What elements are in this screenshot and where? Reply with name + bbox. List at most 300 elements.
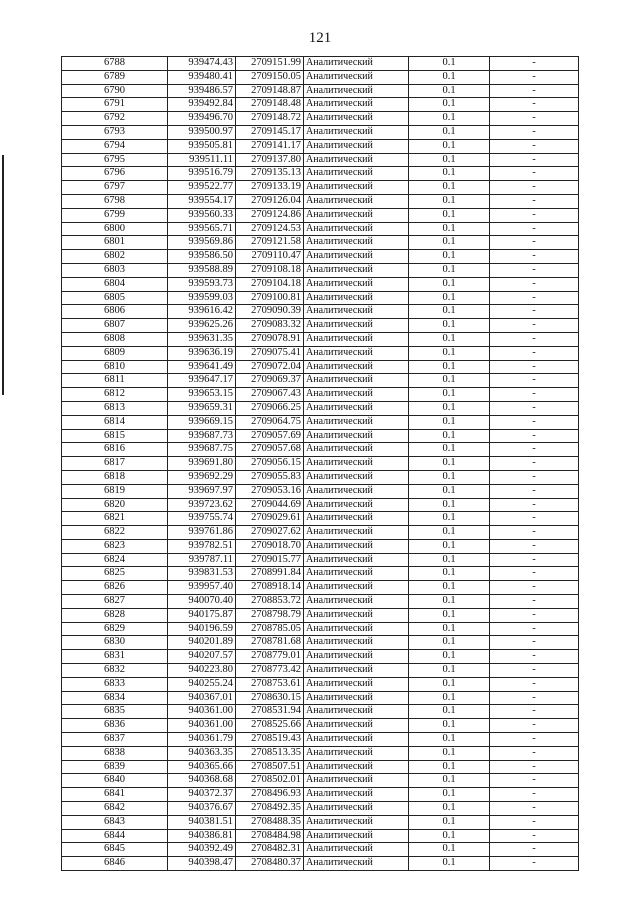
coordinate-y: 2709100.81 [236, 291, 304, 305]
coordinate-x: 939691.80 [168, 457, 236, 471]
method-type: Аналитический [304, 194, 409, 208]
accuracy-value: 0.1 [409, 664, 490, 678]
accuracy-value: 0.1 [409, 374, 490, 388]
method-type: Аналитический [304, 553, 409, 567]
method-type: Аналитический [304, 457, 409, 471]
coordinate-y: 2709145.17 [236, 125, 304, 139]
point-number: 6824 [62, 553, 168, 567]
coordinate-x: 939659.31 [168, 401, 236, 415]
note-dash: - [490, 650, 579, 664]
accuracy-value: 0.1 [409, 388, 490, 402]
coordinate-x: 940365.66 [168, 760, 236, 774]
point-number: 6800 [62, 222, 168, 236]
coordinate-y: 2709055.83 [236, 470, 304, 484]
method-type: Аналитический [304, 829, 409, 843]
method-type: Аналитический [304, 346, 409, 360]
coordinate-y: 2709126.04 [236, 194, 304, 208]
note-dash: - [490, 319, 579, 333]
coordinate-y: 2709133.19 [236, 181, 304, 195]
coordinate-x: 939500.97 [168, 125, 236, 139]
note-dash: - [490, 539, 579, 553]
coordinate-x: 940367.01 [168, 691, 236, 705]
method-type: Аналитический [304, 374, 409, 388]
coordinate-x: 939496.70 [168, 112, 236, 126]
accuracy-value: 0.1 [409, 346, 490, 360]
table-row [62, 277, 579, 291]
table-row [62, 705, 579, 719]
accuracy-value: 0.1 [409, 194, 490, 208]
point-number: 6814 [62, 415, 168, 429]
coordinate-y: 2709083.32 [236, 319, 304, 333]
point-number: 6819 [62, 484, 168, 498]
accuracy-value: 0.1 [409, 691, 490, 705]
table-row [62, 788, 579, 802]
coordinate-y: 2709141.17 [236, 139, 304, 153]
point-number: 6796 [62, 167, 168, 181]
accuracy-value: 0.1 [409, 553, 490, 567]
coordinate-x: 940201.89 [168, 636, 236, 650]
table-row [62, 84, 579, 98]
coordinate-x: 939723.62 [168, 498, 236, 512]
method-type: Аналитический [304, 539, 409, 553]
coordinate-y: 2709064.75 [236, 415, 304, 429]
note-dash: - [490, 57, 579, 71]
accuracy-value: 0.1 [409, 112, 490, 126]
note-dash: - [490, 553, 579, 567]
coordinate-x: 939697.97 [168, 484, 236, 498]
table-row [62, 470, 579, 484]
coordinate-y: 2709137.80 [236, 153, 304, 167]
coordinate-x: 939957.40 [168, 581, 236, 595]
table-row [62, 429, 579, 443]
coordinate-y: 2709124.86 [236, 208, 304, 222]
coordinate-y: 2708492.35 [236, 802, 304, 816]
accuracy-value: 0.1 [409, 84, 490, 98]
table-row [62, 208, 579, 222]
coordinate-x: 939588.89 [168, 263, 236, 277]
note-dash: - [490, 305, 579, 319]
note-dash: - [490, 829, 579, 843]
coordinate-y: 2708773.42 [236, 664, 304, 678]
note-dash: - [490, 636, 579, 650]
coordinate-y: 2709075.41 [236, 346, 304, 360]
coordinate-x: 940363.35 [168, 746, 236, 760]
note-dash: - [490, 332, 579, 346]
point-number: 6789 [62, 70, 168, 84]
point-number: 6798 [62, 194, 168, 208]
coordinate-y: 2708785.05 [236, 622, 304, 636]
method-type: Аналитический [304, 236, 409, 250]
method-type: Аналитический [304, 250, 409, 264]
note-dash: - [490, 746, 579, 760]
coordinate-y: 2708480.37 [236, 857, 304, 871]
table-row [62, 857, 579, 871]
coordinate-x: 939565.71 [168, 222, 236, 236]
coordinate-x: 939474.43 [168, 57, 236, 71]
coordinate-x: 939505.81 [168, 139, 236, 153]
note-dash: - [490, 70, 579, 84]
note-dash: - [490, 677, 579, 691]
table-row [62, 98, 579, 112]
coordinate-x: 939631.35 [168, 332, 236, 346]
coordinate-y: 2708488.35 [236, 815, 304, 829]
accuracy-value: 0.1 [409, 319, 490, 333]
method-type: Аналитический [304, 208, 409, 222]
table-row [62, 194, 579, 208]
coordinate-x: 940361.00 [168, 705, 236, 719]
coordinate-x: 939492.84 [168, 98, 236, 112]
note-dash: - [490, 388, 579, 402]
coordinate-x: 940372.37 [168, 788, 236, 802]
method-type: Аналитический [304, 277, 409, 291]
point-number: 6831 [62, 650, 168, 664]
note-dash: - [490, 498, 579, 512]
note-dash: - [490, 622, 579, 636]
table-row [62, 443, 579, 457]
coordinate-y: 2709018.70 [236, 539, 304, 553]
coordinate-y: 2709148.87 [236, 84, 304, 98]
coordinate-x: 939511.11 [168, 153, 236, 167]
coordinate-y: 2709148.72 [236, 112, 304, 126]
accuracy-value: 0.1 [409, 843, 490, 857]
coordinate-y: 2709072.04 [236, 360, 304, 374]
method-type: Аналитический [304, 843, 409, 857]
accuracy-value: 0.1 [409, 650, 490, 664]
coordinate-y: 2709029.61 [236, 512, 304, 526]
point-number: 6805 [62, 291, 168, 305]
note-dash: - [490, 457, 579, 471]
note-dash: - [490, 760, 579, 774]
point-number: 6797 [62, 181, 168, 195]
point-number: 6836 [62, 719, 168, 733]
note-dash: - [490, 139, 579, 153]
point-number: 6830 [62, 636, 168, 650]
coordinate-y: 2708798.79 [236, 608, 304, 622]
coordinate-y: 2708531.94 [236, 705, 304, 719]
note-dash: - [490, 705, 579, 719]
table-row [62, 153, 579, 167]
table-row [62, 236, 579, 250]
point-number: 6835 [62, 705, 168, 719]
note-dash: - [490, 360, 579, 374]
table-row [62, 815, 579, 829]
point-number: 6820 [62, 498, 168, 512]
point-number: 6793 [62, 125, 168, 139]
coordinate-x: 939669.15 [168, 415, 236, 429]
note-dash: - [490, 443, 579, 457]
accuracy-value: 0.1 [409, 167, 490, 181]
method-type: Аналитический [304, 291, 409, 305]
note-dash: - [490, 857, 579, 871]
coordinate-y: 2708525.66 [236, 719, 304, 733]
point-number: 6840 [62, 774, 168, 788]
accuracy-value: 0.1 [409, 857, 490, 871]
coordinate-y: 2709151.99 [236, 57, 304, 71]
coordinate-x: 939636.19 [168, 346, 236, 360]
method-type: Аналитический [304, 608, 409, 622]
table-row [62, 512, 579, 526]
accuracy-value: 0.1 [409, 512, 490, 526]
point-number: 6809 [62, 346, 168, 360]
method-type: Аналитический [304, 263, 409, 277]
coordinate-y: 2708482.31 [236, 843, 304, 857]
coordinate-x: 940361.79 [168, 733, 236, 747]
method-type: Аналитический [304, 84, 409, 98]
coordinate-x: 939787.11 [168, 553, 236, 567]
accuracy-value: 0.1 [409, 360, 490, 374]
accuracy-value: 0.1 [409, 774, 490, 788]
coordinate-x: 939560.33 [168, 208, 236, 222]
accuracy-value: 0.1 [409, 443, 490, 457]
note-dash: - [490, 98, 579, 112]
method-type: Аналитический [304, 401, 409, 415]
table-row [62, 319, 579, 333]
note-dash: - [490, 608, 579, 622]
table-row [62, 305, 579, 319]
coordinate-y: 2709135.13 [236, 167, 304, 181]
method-type: Аналитический [304, 636, 409, 650]
accuracy-value: 0.1 [409, 125, 490, 139]
note-dash: - [490, 802, 579, 816]
coordinate-x: 939480.41 [168, 70, 236, 84]
coordinate-y: 2708630.15 [236, 691, 304, 705]
method-type: Аналитический [304, 705, 409, 719]
point-number: 6812 [62, 388, 168, 402]
accuracy-value: 0.1 [409, 305, 490, 319]
page-number: 121 [308, 30, 332, 46]
note-dash: - [490, 125, 579, 139]
table-row [62, 608, 579, 622]
accuracy-value: 0.1 [409, 705, 490, 719]
coordinate-x: 940196.59 [168, 622, 236, 636]
method-type: Аналитический [304, 857, 409, 871]
point-number: 6813 [62, 401, 168, 415]
method-type: Аналитический [304, 139, 409, 153]
accuracy-value: 0.1 [409, 457, 490, 471]
method-type: Аналитический [304, 719, 409, 733]
table-row [62, 250, 579, 264]
accuracy-value: 0.1 [409, 263, 490, 277]
note-dash: - [490, 788, 579, 802]
accuracy-value: 0.1 [409, 802, 490, 816]
accuracy-value: 0.1 [409, 788, 490, 802]
note-dash: - [490, 664, 579, 678]
table-row [62, 622, 579, 636]
method-type: Аналитический [304, 484, 409, 498]
coordinate-y: 2708991.84 [236, 567, 304, 581]
point-number: 6846 [62, 857, 168, 871]
coordinate-y: 2708753.61 [236, 677, 304, 691]
coordinate-x: 939625.26 [168, 319, 236, 333]
method-type: Аналитический [304, 167, 409, 181]
method-type: Аналитический [304, 470, 409, 484]
table-row [62, 139, 579, 153]
coordinate-y: 2709053.16 [236, 484, 304, 498]
coordinate-x: 940223.80 [168, 664, 236, 678]
table-row [62, 457, 579, 471]
method-type: Аналитический [304, 388, 409, 402]
point-number: 6815 [62, 429, 168, 443]
note-dash: - [490, 222, 579, 236]
point-number: 6804 [62, 277, 168, 291]
coordinate-x: 939831.53 [168, 567, 236, 581]
point-number: 6795 [62, 153, 168, 167]
table-row [62, 291, 579, 305]
method-type: Аналитический [304, 360, 409, 374]
note-dash: - [490, 843, 579, 857]
point-number: 6817 [62, 457, 168, 471]
note-dash: - [490, 291, 579, 305]
coordinate-x: 939486.57 [168, 84, 236, 98]
method-type: Аналитический [304, 415, 409, 429]
point-number: 6827 [62, 595, 168, 609]
coordinate-y: 2708507.51 [236, 760, 304, 774]
method-type: Аналитический [304, 760, 409, 774]
coordinate-y: 2709124.53 [236, 222, 304, 236]
table-row [62, 539, 579, 553]
coordinate-x: 939755.74 [168, 512, 236, 526]
coordinate-x: 939599.03 [168, 291, 236, 305]
point-number: 6841 [62, 788, 168, 802]
coordinate-x: 939586.50 [168, 250, 236, 264]
table-row [62, 167, 579, 181]
table-row [62, 581, 579, 595]
coordinate-y: 2708779.01 [236, 650, 304, 664]
accuracy-value: 0.1 [409, 526, 490, 540]
accuracy-value: 0.1 [409, 250, 490, 264]
method-type: Аналитический [304, 815, 409, 829]
coordinate-y: 2708502.01 [236, 774, 304, 788]
coordinate-y: 2709150.05 [236, 70, 304, 84]
point-number: 6811 [62, 374, 168, 388]
coordinate-y: 2708918.14 [236, 581, 304, 595]
point-number: 6792 [62, 112, 168, 126]
table-row [62, 691, 579, 705]
table-row [62, 843, 579, 857]
note-dash: - [490, 194, 579, 208]
table-row [62, 719, 579, 733]
note-dash: - [490, 401, 579, 415]
point-number: 6829 [62, 622, 168, 636]
point-number: 6832 [62, 664, 168, 678]
method-type: Аналитический [304, 650, 409, 664]
coordinate-y: 2708781.68 [236, 636, 304, 650]
note-dash: - [490, 567, 579, 581]
method-type: Аналитический [304, 677, 409, 691]
coordinate-x: 939641.49 [168, 360, 236, 374]
accuracy-value: 0.1 [409, 622, 490, 636]
coordinate-y: 2709015.77 [236, 553, 304, 567]
accuracy-value: 0.1 [409, 181, 490, 195]
table-row [62, 57, 579, 71]
coordinate-x: 939692.29 [168, 470, 236, 484]
point-number: 6823 [62, 539, 168, 553]
accuracy-value: 0.1 [409, 498, 490, 512]
method-type: Аналитический [304, 581, 409, 595]
coordinate-x: 940376.67 [168, 802, 236, 816]
table-row [62, 415, 579, 429]
coordinate-x: 940361.00 [168, 719, 236, 733]
accuracy-value: 0.1 [409, 595, 490, 609]
method-type: Аналитический [304, 112, 409, 126]
coordinate-y: 2708496.93 [236, 788, 304, 802]
method-type: Аналитический [304, 802, 409, 816]
table-row [62, 360, 579, 374]
method-type: Аналитический [304, 788, 409, 802]
note-dash: - [490, 181, 579, 195]
accuracy-value: 0.1 [409, 733, 490, 747]
coordinate-x: 939647.17 [168, 374, 236, 388]
coordinate-y: 2709148.48 [236, 98, 304, 112]
coordinate-y: 2709090.39 [236, 305, 304, 319]
note-dash: - [490, 512, 579, 526]
note-dash: - [490, 236, 579, 250]
accuracy-value: 0.1 [409, 222, 490, 236]
method-type: Аналитический [304, 567, 409, 581]
accuracy-value: 0.1 [409, 98, 490, 112]
method-type: Аналитический [304, 181, 409, 195]
coordinate-x: 940386.81 [168, 829, 236, 843]
method-type: Аналитический [304, 98, 409, 112]
point-number: 6810 [62, 360, 168, 374]
table-row [62, 112, 579, 126]
coordinate-x: 939782.51 [168, 539, 236, 553]
accuracy-value: 0.1 [409, 57, 490, 71]
table-row [62, 263, 579, 277]
method-type: Аналитический [304, 443, 409, 457]
table-row [62, 498, 579, 512]
coordinate-y: 2709078.91 [236, 332, 304, 346]
point-number: 6826 [62, 581, 168, 595]
method-type: Аналитический [304, 498, 409, 512]
method-type: Аналитический [304, 153, 409, 167]
table-row [62, 595, 579, 609]
point-number: 6834 [62, 691, 168, 705]
method-type: Аналитический [304, 332, 409, 346]
coordinate-y: 2709066.25 [236, 401, 304, 415]
table-row [62, 829, 579, 843]
point-number: 6845 [62, 843, 168, 857]
method-type: Аналитический [304, 512, 409, 526]
coordinate-x: 939653.15 [168, 388, 236, 402]
coordinate-x: 939522.77 [168, 181, 236, 195]
accuracy-value: 0.1 [409, 636, 490, 650]
note-dash: - [490, 153, 579, 167]
coordinate-y: 2709108.18 [236, 263, 304, 277]
accuracy-value: 0.1 [409, 829, 490, 843]
accuracy-value: 0.1 [409, 608, 490, 622]
accuracy-value: 0.1 [409, 70, 490, 84]
coordinate-x: 939687.75 [168, 443, 236, 457]
point-number: 6790 [62, 84, 168, 98]
point-number: 6822 [62, 526, 168, 540]
scan-margin-mark [2, 155, 4, 395]
table-row [62, 553, 579, 567]
coordinate-y: 2709056.15 [236, 457, 304, 471]
accuracy-value: 0.1 [409, 291, 490, 305]
accuracy-value: 0.1 [409, 401, 490, 415]
coordinate-y: 2709069.37 [236, 374, 304, 388]
table-row [62, 664, 579, 678]
note-dash: - [490, 774, 579, 788]
accuracy-value: 0.1 [409, 567, 490, 581]
point-number: 6825 [62, 567, 168, 581]
point-number: 6816 [62, 443, 168, 457]
coordinate-y: 2709067.43 [236, 388, 304, 402]
method-type: Аналитический [304, 429, 409, 443]
table-row [62, 374, 579, 388]
point-number: 6818 [62, 470, 168, 484]
